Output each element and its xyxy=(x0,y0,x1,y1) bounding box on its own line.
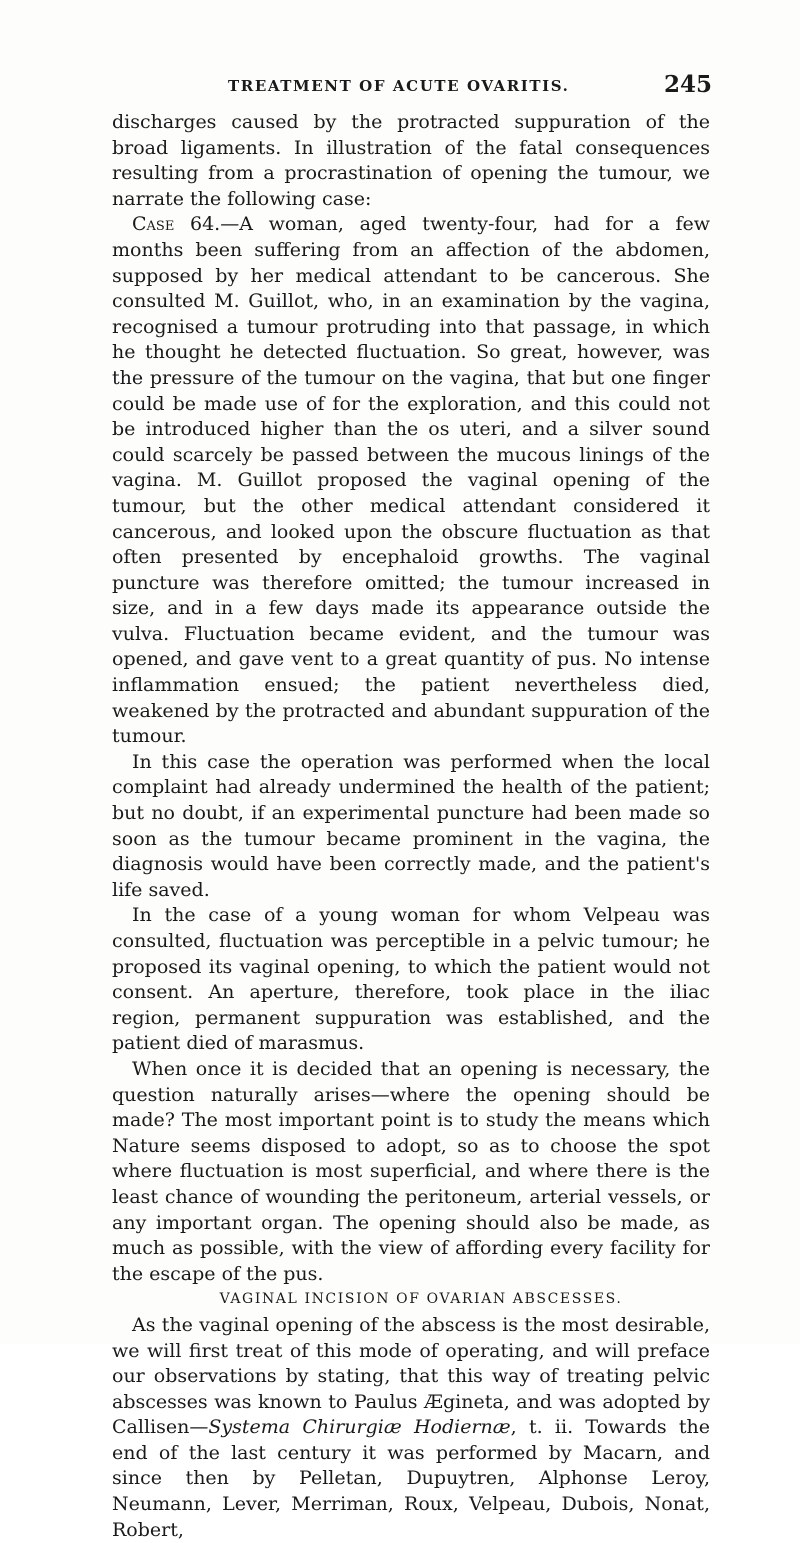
paragraph-1: discharges caused by the protracted suppuration of the broad ligaments. In illustration of the fatal consequences resulting from a procrastination of opening the tumour, we narrate the following case: xyxy=(112,111,710,210)
section-heading: VAGINAL INCISION OF OVARIAN ABSCESSES. xyxy=(219,1291,623,1308)
page-number: 245 xyxy=(663,71,712,98)
case-label: Case 64. xyxy=(132,213,221,236)
paragraph-6 xyxy=(112,1313,710,1543)
body-text xyxy=(112,110,710,1543)
paragraph-5: When once it is decided that an opening is necessary, the question naturally arises—where the opening should be made? The most important point is to study the means which Nature seems disposed to adopt, so as to choose the spot where fluctuation is most superficial, and where there is the least chance of wounding the peritoneum, arterial vessels, or any important organ. The opening should also be made, as much as possible, with the view of affording every facility for the escape of the pus. xyxy=(112,1057,710,1285)
paragraph-4: In the case of a young woman for whom Velpeau was consulted, fluctuation was perceptible in a pelvic tumour; he proposed its vaginal opening, to which the patient would not consent. An aperture, therefore, took place in the iliac region, permanent suppuration was established, and the patient died of marasmus. xyxy=(112,904,710,1055)
running-title: TREATMENT OF ACUTE OVARITIS. xyxy=(228,77,570,95)
paragraph-3: In this case the operation was performed when the local complaint had already undermined the health of the patient; but no doubt, if an experimental puncture had been made so soon as the tumour became prominent in the vagina, the diagnosis would have been correctly made, and the patient's life saved. xyxy=(112,750,710,901)
paragraph-6-part-a: As the vaginal opening of the abscess is the most desirable, we will first treat of this mode of operating, and will preface our observations by stating, that this way of treating pelvic abscesses was known to Paulus Ægineta, and was adopted by Callisen— xyxy=(112,1313,710,1439)
paragraph-case-64 xyxy=(112,212,710,749)
running-head xyxy=(112,73,712,103)
book-title-italic: Systema Chirurgiæ Hodiernæ xyxy=(208,1416,511,1439)
paragraph-6-part-b: , t. ii. Towards the end of the last century it was performed by Macarn, and since then by Pelletan, Dupuytren, Alphonse Leroy, Neumann, Lever, Merriman, Roux, Velpeau, Dubois, Nonat, Robert, xyxy=(112,1416,711,1541)
case-64-text: —A woman, aged twenty-four, had for a few months been suffering from an affection of the abdomen, supposed by her medical attendant to be cancerous. She consulted M. Guillot, who, in an examination by the vagina, recognised a tumour protruding into that passage, in which he thought he detected fluctuation. So great, however, was the pressure of the tumour on the vagina, that but one finger could be made use of for the exploration, and this could not be introduced higher than the os uteri, and a silver sound could scarcely be passed between the mucous linings of the vagina. M. Guillot proposed the vaginal opening of the tumour, but the other medical attendant considered it cancerous, and looked upon the obscure fluctuation as that often presented by encephaloid growths. The vaginal puncture was therefore omitted; the tumour increased in size, and in a few days made its appearance outside the vulva. Fluctuation became evident, and the tumour was opened, and gave vent to a great quantity of pus. No intense inflammation ensued; the patient nevertheless died, weakened by the protracted and abundant suppuration of the tumour. xyxy=(112,213,711,748)
